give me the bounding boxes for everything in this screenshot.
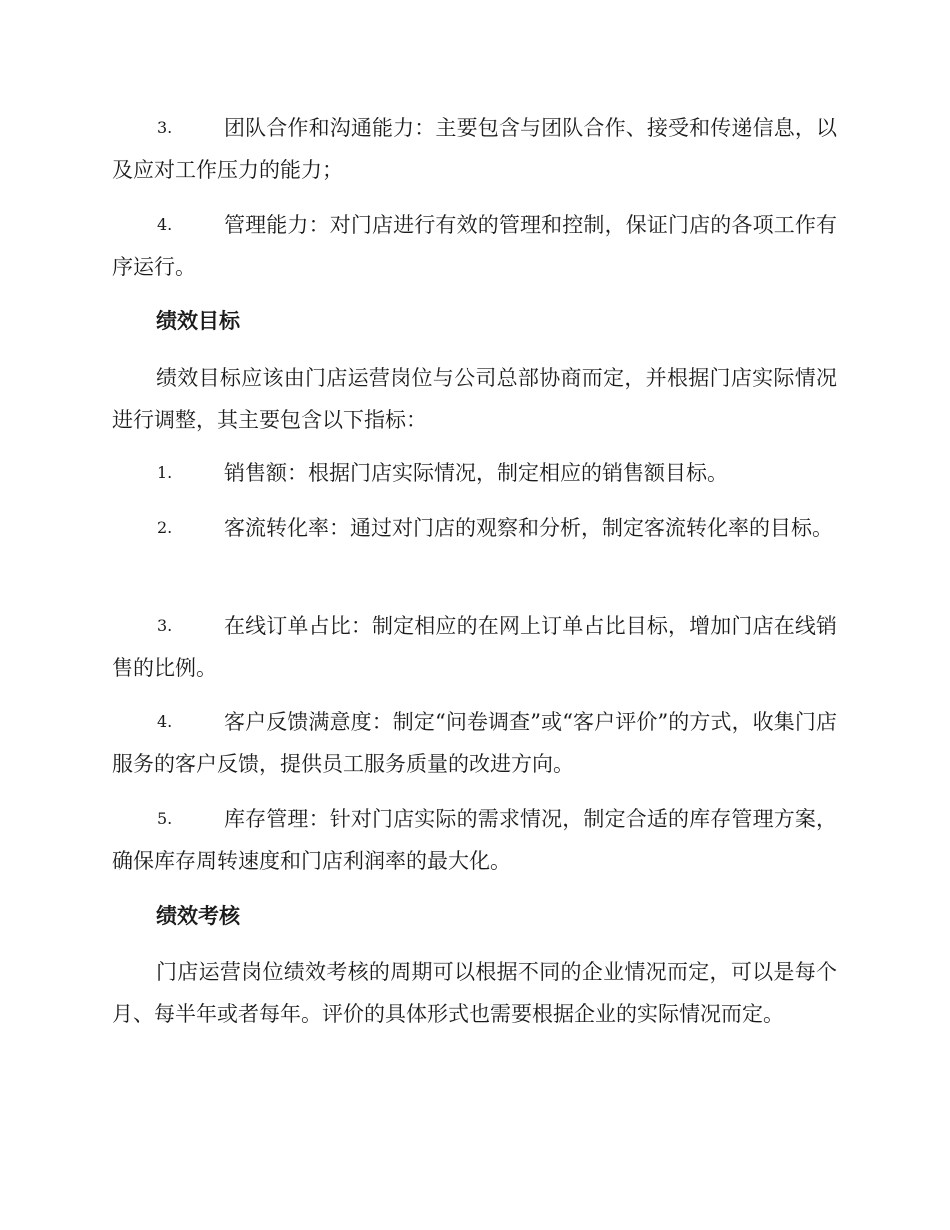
- list-item: [112, 605, 837, 689]
- list-text: 客流转化率：通过对门店的观察和分析，制定客流转化率的目标。: [224, 516, 833, 540]
- list-number: 3.: [157, 616, 173, 635]
- list-item: [112, 452, 837, 494]
- list-number: 3.: [157, 118, 173, 137]
- list-item: [112, 507, 837, 549]
- list-item: [112, 701, 837, 785]
- goals-intro-paragraph: 绩效目标应该由门店运营岗位与公司总部协商而定，并根据门店实际情况进行调整，其主要包含以下指标：: [112, 366, 837, 432]
- list-number: 1.: [157, 463, 173, 482]
- list-item: [112, 798, 837, 882]
- list-text: 团队合作和沟通能力：主要包含与团队合作、接受和传递信息，以及应对工作压力的能力；: [112, 116, 837, 182]
- section-heading-assessment: 绩效考核: [156, 904, 240, 928]
- list-number: 4.: [157, 215, 173, 234]
- list-text: 客户反馈满意度：制定“问卷调查”或“客户评价”的方式，收集门店服务的客户反馈，提供员工服务质量的改进方向。: [112, 710, 837, 776]
- list-text: 管理能力：对门店进行有效的管理和控制，保证门店的各项工作有序运行。: [112, 213, 837, 279]
- list-number: 4.: [157, 712, 173, 731]
- list-item: [112, 107, 837, 191]
- list-number: 5.: [157, 809, 173, 828]
- list-item: [112, 204, 837, 288]
- list-text: 销售额：根据门店实际情况，制定相应的销售额目标。: [224, 461, 728, 485]
- list-text: 库存管理：针对门店实际的需求情况，制定合适的库存管理方案，确保库存周转速度和门店利润率的最大化。: [112, 807, 837, 873]
- section-heading-goals: 绩效目标: [156, 309, 240, 333]
- assessment-paragraph: 门店运营岗位绩效考核的周期可以根据不同的企业情况而定，可以是每个月、每半年或者每年。评价的具体形式也需要根据企业的实际情况而定。: [112, 960, 837, 1026]
- list-text: 在线订单占比：制定相应的在网上订单占比目标，增加门店在线销售的比例。: [112, 614, 837, 680]
- list-number: 2.: [157, 518, 173, 537]
